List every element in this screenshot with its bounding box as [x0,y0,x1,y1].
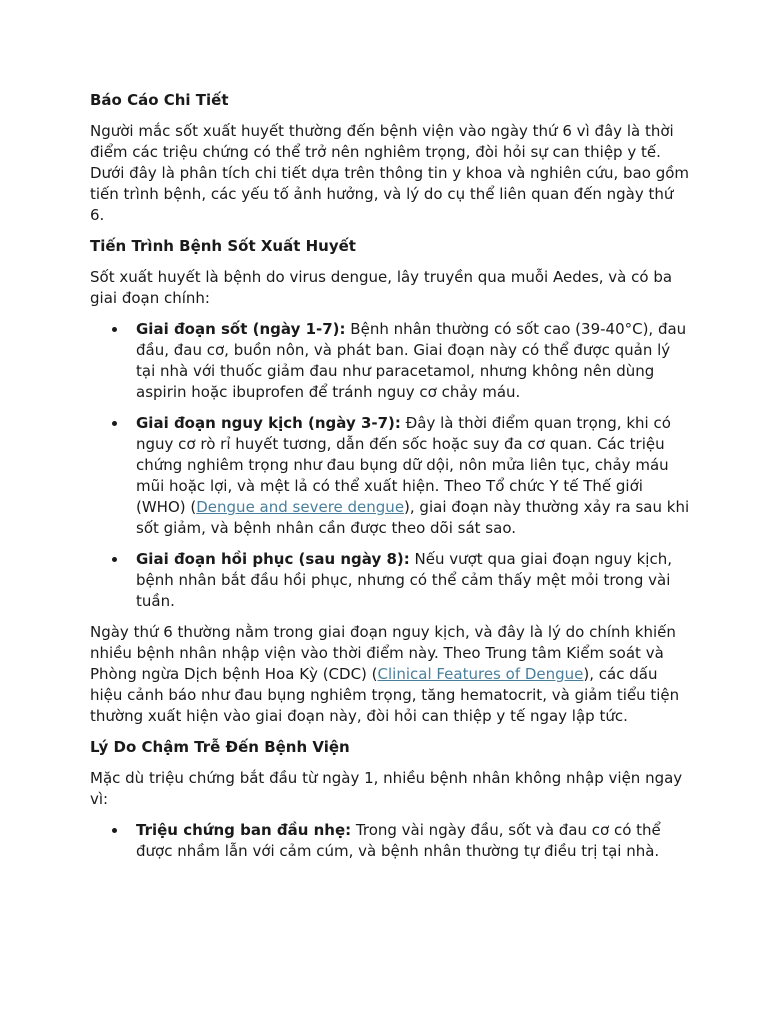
intro-paragraph: Người mắc sốt xuất huyết thường đến bệnh viện vào ngày thứ 6 vì đây là thời điểm các triệu chứng có thể trở nên nghiêm trọng, đòi hỏi sự can thiệp y tế. Dưới đây là phân tích chi tiết dựa trên thông tin y khoa và nghiên cứu, bao gồm tiến trình bệnh, các yếu tố ảnh hưởng, và lý do cụ thể liên quan đến ngày thứ 6. [90,122,690,224]
stage-label-recovery: Giai đoạn hồi phục (sau ngày 8): [136,550,410,568]
stage-text-fever: Bệnh nhân thường có sốt cao (39-40°C), đau đầu, đau cơ, buồn nôn, và phát ban. Giai đoạn này có thể được quản lý tại nhà với thuốc giảm đau như paracetamol, nhưng không nên dùng aspirin hoặc ibuprofen để tránh nguy cơ chảy máu. [136,320,687,401]
stage-text-critical-before: Đây là thời điểm quan trọng, khi có nguy cơ rò rỉ huyết tương, dẫn đến sốc hoặc suy đa cơ quan. Các triệu chứng nghiêm trọng như đau bụng dữ dội, nôn mửa liên tục, chảy máu mũi hoặc lợi, và mệt lả có thể xuất hiện. Theo Tổ chức Y tế Thế giới (WHO) ( [136,414,671,516]
who-dengue-link[interactable]: Dengue and severe dengue [196,498,405,516]
reason-text-mild-symptoms: Trong vài ngày đầu, sốt và đau cơ có thể được nhầm lẫn với cảm cúm, và bệnh nhân thường tự điều trị tại nhà. [136,821,661,860]
document-page [90,90,690,872]
closing-text-before: Ngày thứ 6 thường nằm trong giai đoạn nguy kịch, và đây là lý do chính khiến nhiều bệnh nhân nhập viện vào thời điểm này. Theo Trung tâm Kiểm soát và Phòng ngừa Dịch bệnh Hoa Kỳ (CDC) ( [90,623,676,683]
closing-text-after: ), các dấu hiệu cảnh báo như đau bụng nghiêm trọng, tăng hematocrit, và giảm tiểu tiện thường xuất hiện vào giai đoạn này, đòi hỏi can thiệp y tế ngay lập tức. [90,665,680,725]
delay-reason-list [90,820,690,862]
section-heading-delay-reasons: Lý Do Chậm Trễ Đến Bệnh Viện [90,738,350,756]
list-item [136,549,690,612]
list-item [136,820,690,862]
stage-list [90,319,690,612]
report-title: Báo Cáo Chi Tiết [90,91,229,109]
cdc-clinical-features-link[interactable]: Clinical Features of Dengue [377,665,584,683]
reason-label-mild-symptoms: Triệu chứng ban đầu nhẹ: [136,821,352,839]
list-item [136,319,690,403]
section-heading-disease-progression: Tiến Trình Bệnh Sốt Xuất Huyết [90,237,356,255]
section1-closing-paragraph [90,622,690,727]
stage-label-fever: Giai đoạn sốt (ngày 1-7): [136,320,346,338]
stage-text-recovery: Nếu vượt qua giai đoạn nguy kịch, bệnh nhân bắt đầu hồi phục, nhưng có thể cảm thấy mệt mỏi trong vài tuần. [136,550,672,610]
list-item [136,413,690,539]
section1-lead-paragraph: Sốt xuất huyết là bệnh do virus dengue, lây truyền qua muỗi Aedes, và có ba giai đoạn chính: [90,268,673,307]
section2-lead-paragraph: Mặc dù triệu chứng bắt đầu từ ngày 1, nhiều bệnh nhân không nhập viện ngay vì: [90,769,683,808]
stage-text-critical-after: ), giai đoạn này thường xảy ra sau khi sốt giảm, và bệnh nhân cần được theo dõi sát sao. [136,498,690,537]
stage-label-critical: Giai đoạn nguy kịch (ngày 3-7): [136,414,401,432]
